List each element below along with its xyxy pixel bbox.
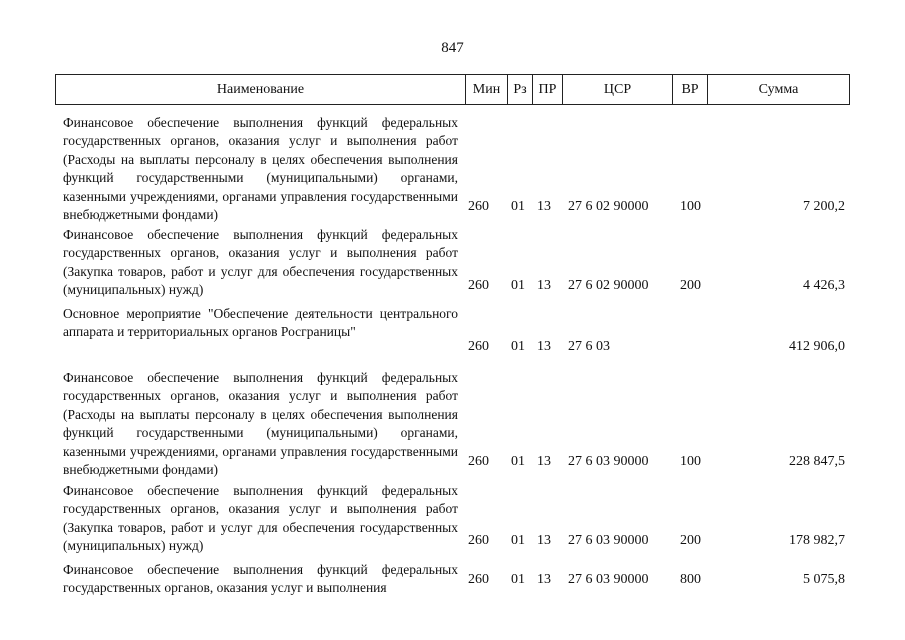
header-rz: Рз xyxy=(508,75,533,104)
row-rz: 01 xyxy=(511,572,525,587)
row-rz: 01 xyxy=(511,199,525,214)
row-csr: 27 6 02 90000 xyxy=(568,199,649,214)
row-sum: 4 426,3 xyxy=(803,278,845,293)
row-sum: 228 847,5 xyxy=(789,454,845,469)
row-csr: 27 6 03 90000 xyxy=(568,572,649,587)
row-name: Финансовое обеспечение выполнения функций федеральных государственных органов, оказания услуг и выполнения работ (Расходы на выплаты персоналу в целях обеспечения выполнения функций государственными (муниципальными) органами, казенными учреждениями, органами управления государственными внебюджетными фондами) xyxy=(63,370,458,478)
row-pr: 13 xyxy=(537,278,551,293)
header-sum: Сумма xyxy=(758,81,799,97)
row-csr: 27 6 03 90000 xyxy=(568,533,649,548)
table-header xyxy=(55,74,850,105)
table-row xyxy=(55,561,850,596)
row-min: 260 xyxy=(468,199,489,214)
header-pr: ПР xyxy=(533,75,563,104)
row-sum: 5 075,8 xyxy=(803,572,845,587)
row-vr: 800 xyxy=(680,572,701,587)
header-csr: ЦСР xyxy=(563,75,673,104)
table-row xyxy=(55,305,850,356)
header-name: Наименование xyxy=(56,75,466,104)
row-vr: 200 xyxy=(680,278,701,293)
row-name: Финансовое обеспечение выполнения функций федеральных государственных органов, оказания услуг и выполнения работ (Расходы на выплаты персоналу в целях обеспечения выполнения функций государственными (муниципальными) органами, казенными учреждениями, органами управления государственными внебюджетными фондами) xyxy=(63,115,458,223)
row-name: Финансовое обеспечение выполнения функций федеральных государственных органов, оказания услуг и выполнения работ (Закупка товаров, работ и услуг для обеспечения государственных (муниципальных) нужд) xyxy=(63,227,458,298)
table-row xyxy=(55,482,850,554)
row-min: 260 xyxy=(468,533,489,548)
row-csr: 27 6 03 xyxy=(568,339,610,354)
row-sum: 7 200,2 xyxy=(803,199,845,214)
row-min: 260 xyxy=(468,572,489,587)
header-min: Мин xyxy=(466,75,508,104)
row-pr: 13 xyxy=(537,199,551,214)
row-min: 260 xyxy=(468,339,489,354)
table-row xyxy=(55,114,850,223)
row-name: Финансовое обеспечение выполнения функций федеральных государственных органов, оказания услуг и выполнения работ (Закупка товаров, работ и услуг для обеспечения государственных (муниципальных) нужд) xyxy=(63,483,458,554)
row-sum: 178 982,7 xyxy=(789,533,845,548)
row-rz: 01 xyxy=(511,454,525,469)
table-row xyxy=(55,226,850,298)
row-vr: 100 xyxy=(680,454,701,469)
row-sum: 412 906,0 xyxy=(789,339,845,354)
row-pr: 13 xyxy=(537,533,551,548)
table-row xyxy=(55,369,850,478)
row-name: Основное мероприятие "Обеспечение деятельности центрального аппарата и территориальных органов Росграницы" xyxy=(63,306,458,340)
row-csr: 27 6 02 90000 xyxy=(568,278,649,293)
header-vr: ВР xyxy=(673,75,708,104)
row-csr: 27 6 03 90000 xyxy=(568,454,649,469)
row-min: 260 xyxy=(468,278,489,293)
row-rz: 01 xyxy=(511,533,525,548)
row-name: Финансовое обеспечение выполнения функций федеральных государственных органов, оказания услуг и выполнения xyxy=(63,562,458,596)
row-pr: 13 xyxy=(537,572,551,587)
row-vr: 100 xyxy=(680,199,701,214)
row-min: 260 xyxy=(468,454,489,469)
row-rz: 01 xyxy=(511,278,525,293)
row-vr: 200 xyxy=(680,533,701,548)
row-pr: 13 xyxy=(537,339,551,354)
row-pr: 13 xyxy=(537,454,551,469)
row-rz: 01 xyxy=(511,339,525,354)
page-number: 847 xyxy=(441,40,464,56)
